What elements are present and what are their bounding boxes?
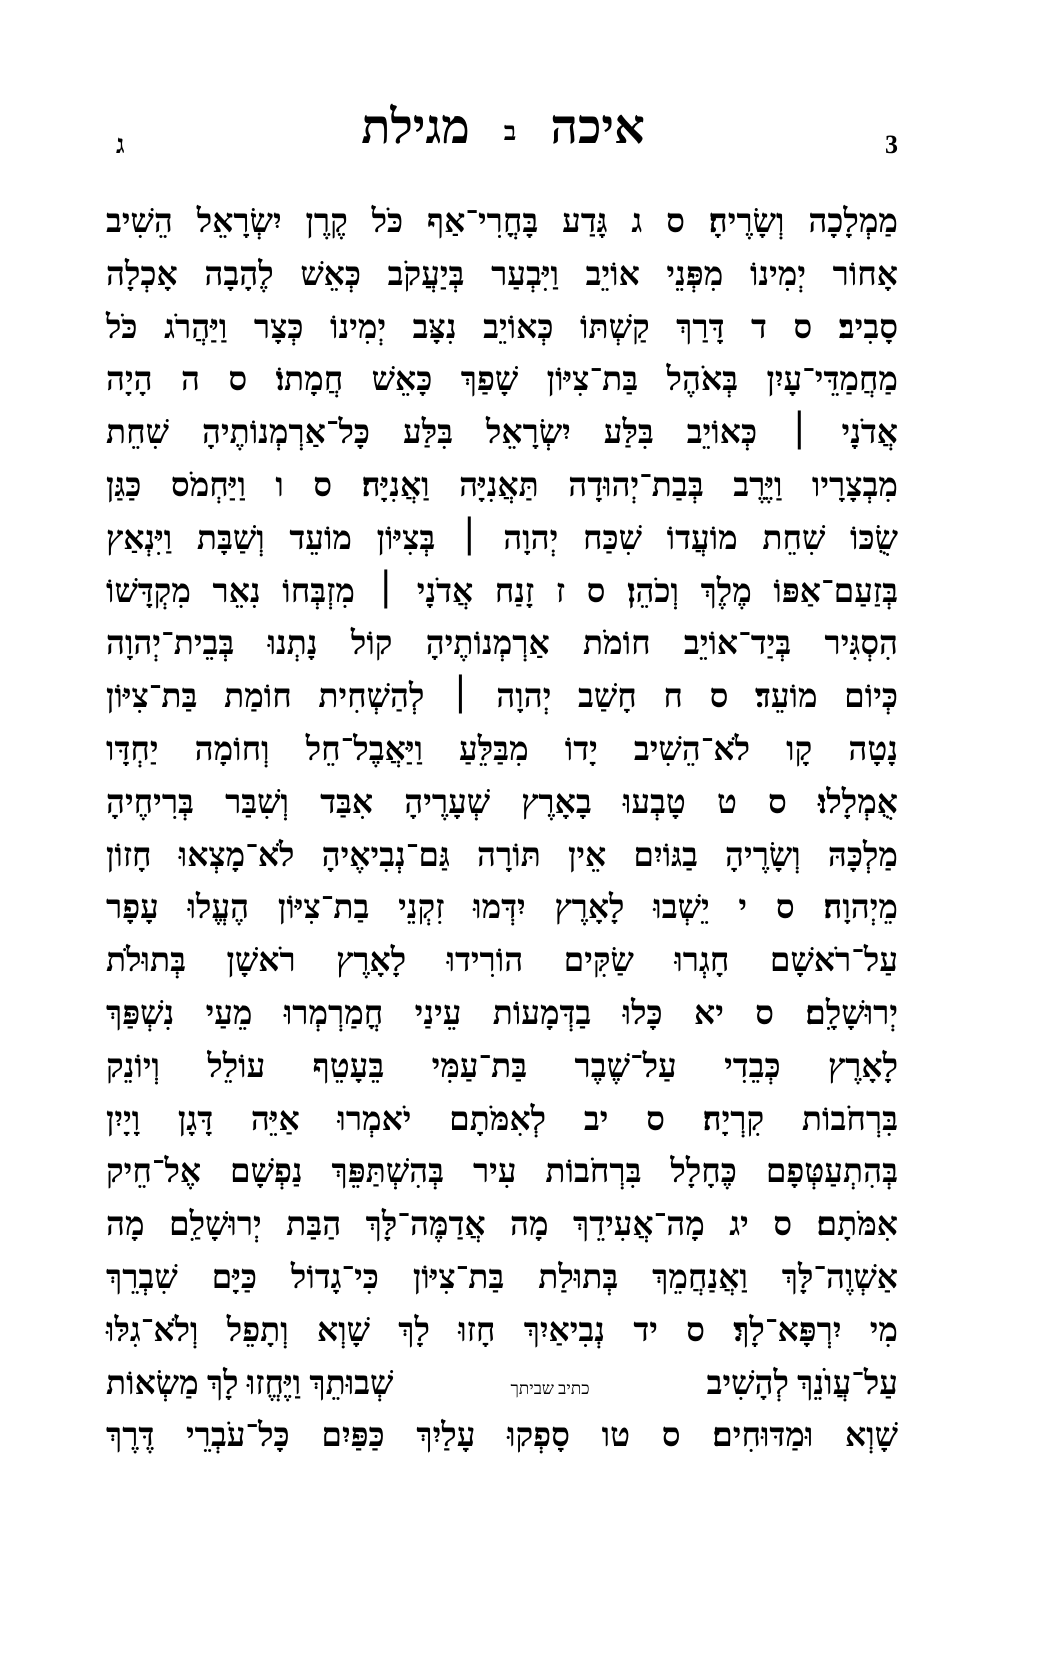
text-line: הִסְגִּיר בְּיַד־אוֹיֵב חוֹמֹת אַרְמְנוֹתֶיהָ קוֹל נָתְנוּ בְּבֵית־יְהוָה xyxy=(106,626,898,663)
text-line: יְרוּשָׁלִָם׃ ס יא כָּלוּ בַדְּמָעוֹת עֵינַי חֳמַרְמְרוּ מֵעַי נִשְׁפַּךְ xyxy=(106,995,898,1032)
title-book: איכה xyxy=(550,101,645,154)
text-line: אֻמְלָלוּ׃ ס ט טָבְעוּ בָאָרֶץ שְׁעָרֶיהָ אִבַּד וְשִׁבַּר בְּרִיחֶיהָ xyxy=(106,784,898,821)
text-line: בְּהִתְעַטְּפָם כֶּחָלָל בִּרְחֹבוֹת עִיר בְּהִשְׁתַּפֵּךְ נַפְשָׁם אֶל־חֵיק xyxy=(106,1154,898,1191)
text-line: מַחֲמַדֵּי־עָיִן בְּאֹהֶל בַּת־צִיּוֹן שָׁפַךְ כָּאֵשׁ חֲמָתוֹ׃ ס ה הָיָה xyxy=(106,362,898,399)
text-line: כְּיוֹם מוֹעֵד׃ ס ח חָשַׁב יְהוָה ׀ לְהַשְׁחִית חוֹמַת בַּת־צִיּוֹן xyxy=(106,679,898,716)
text-line: לָאָרֶץ כְּבֵדִי עַל־שֶׁבֶר בַּת־עַמִּי בֵּעָטֵף עוֹלֵל וְיוֹנֵק xyxy=(106,1048,898,1085)
text-line: עַל־רֹאשָׁם חָגְרוּ שַׂקִּים הוֹרִידוּ לָאָרֶץ רֹאשָׁן בְּתוּלֹת xyxy=(106,943,898,980)
text-line: מֵיְהוָה׃ ס י יֵשְׁבוּ לָאָרֶץ יִדְּמוּ זִקְנֵי בַת־צִיּוֹן הֶעֱלוּ עָפָר xyxy=(106,890,898,927)
text-line: מִי יִרְפָּא־לָךְ׃ ס יד נְבִיאַיִךְ חָזוּ לָךְ שָׁוְא וְתָפֵל וְלֹא־גִלּוּ xyxy=(106,1312,898,1349)
page-title xyxy=(108,100,898,155)
page-letter: ג xyxy=(116,130,125,159)
text-line: סָבִיב׃ ס ד דָּרַךְ קַשְׁתּוֹ כְּאוֹיֵב נִצָּב יְמִינוֹ כְּצָר וַיַּהֲרֹג כֹּל xyxy=(106,309,898,346)
text-line-with-ketiv xyxy=(106,1358,898,1411)
text-line: מַמְלָכָה וְשָׂרֶיהָ׃ ס ג גָּדַע בָּחֳרִי־אַף כֹּל קֶרֶן יִשְׂרָאֵל הֵשִׁיב xyxy=(106,204,898,240)
page-header xyxy=(108,100,898,170)
title-scroll: מגילת xyxy=(361,101,470,154)
text-line: בְּזַעַם־אַפּוֹ מֶלֶךְ וְכֹהֵן׃ ס ז זָנַח אֲדֹנָי ׀ מִזְבְּחוֹ נִאֵר מִקְדָּשׁוֹ xyxy=(106,573,898,610)
line-text-before: עַל־עֲוֺנֵךְ לְהָשִׁיב xyxy=(706,1365,898,1402)
text-line: שֻׂכּוֹ שִׁחֵת מוֹעֲדוֹ שִׁכַּח יְהוָה ׀ בְּצִיּוֹן מוֹעֵד וְשַׁבָּת וַיִּנְאַץ xyxy=(106,520,898,557)
text-line: אַשְׁוֶה־לָּךְ וַאֲנַחֲמֵךְ בְּתוּלַת בַּת־צִיּוֹן כִּי־גָדוֹל כַּיָּם שִׁבְרֵךְ xyxy=(106,1259,898,1296)
text-line: מַלְכָּהּ וְשָׂרֶיהָ בַגּוֹיִם אֵין תּוֹרָה גַּם־נְבִיאֶיהָ לֹא־מָצְאוּ חָזוֹן xyxy=(106,837,898,874)
text-line: אָחוֹר יְמִינוֹ מִפְּנֵי אוֹיֵב וַיִּבְעַר בְּיַעֲקֹב כְּאֵשׁ לֶהָבָה אָכְלָה xyxy=(106,256,898,293)
title-chapter: ב xyxy=(503,116,517,146)
text-body xyxy=(106,196,898,1463)
text-line: אֲדֹנָי ׀ כְּאוֹיֵב בִּלַּע יִשְׂרָאֵל בִּלַּע כָּל־אַרְמְנוֹתֶיהָ שִׁחֵת xyxy=(106,415,898,452)
text-line: שָׁוְא וּמַדּוּחִים׃ ס טו סָפְקוּ עָלַיִךְ כַּפַּיִם כָּל־עֹבְרֵי דֶּרֶךְ xyxy=(106,1418,898,1455)
text-line: אִמֹּתָם׃ ס יג מָה־אֲעִידֵךְ מָה אֲדַמֶּה־לָּךְ הַבַּת יְרוּשָׁלִַם מָה xyxy=(106,1207,898,1244)
ketiv-note: כתיב שביתך xyxy=(510,1378,590,1398)
text-line: מִבְצָרָיו וַיֶּרֶב בְּבַת־יְהוּדָה תַּאֲנִיָּה וַאֲנִיָּה׃ ס ו וַיַּחְמֹס כַּגַּן xyxy=(106,467,898,504)
text-line: נָטָה קָו לֹא־הֵשִׁיב יָדוֹ מִבַּלֵּעַ וַיַּאֲבֶל־חֵל וְחוֹמָה יַחְדָּו xyxy=(106,731,898,768)
text-line: בִּרְחֹבוֹת קִרְיָה׃ ס יב לְאִמֹּתָם יֹאמְרוּ אַיֵּה דָּגָן וָיָיִן xyxy=(106,1101,898,1138)
line-text-after: שְׁבוּתֵךְ וַיֶּחֱזוּ לָךְ מַשְׂאוֹת xyxy=(106,1365,394,1402)
page-number: 3 xyxy=(885,130,898,159)
